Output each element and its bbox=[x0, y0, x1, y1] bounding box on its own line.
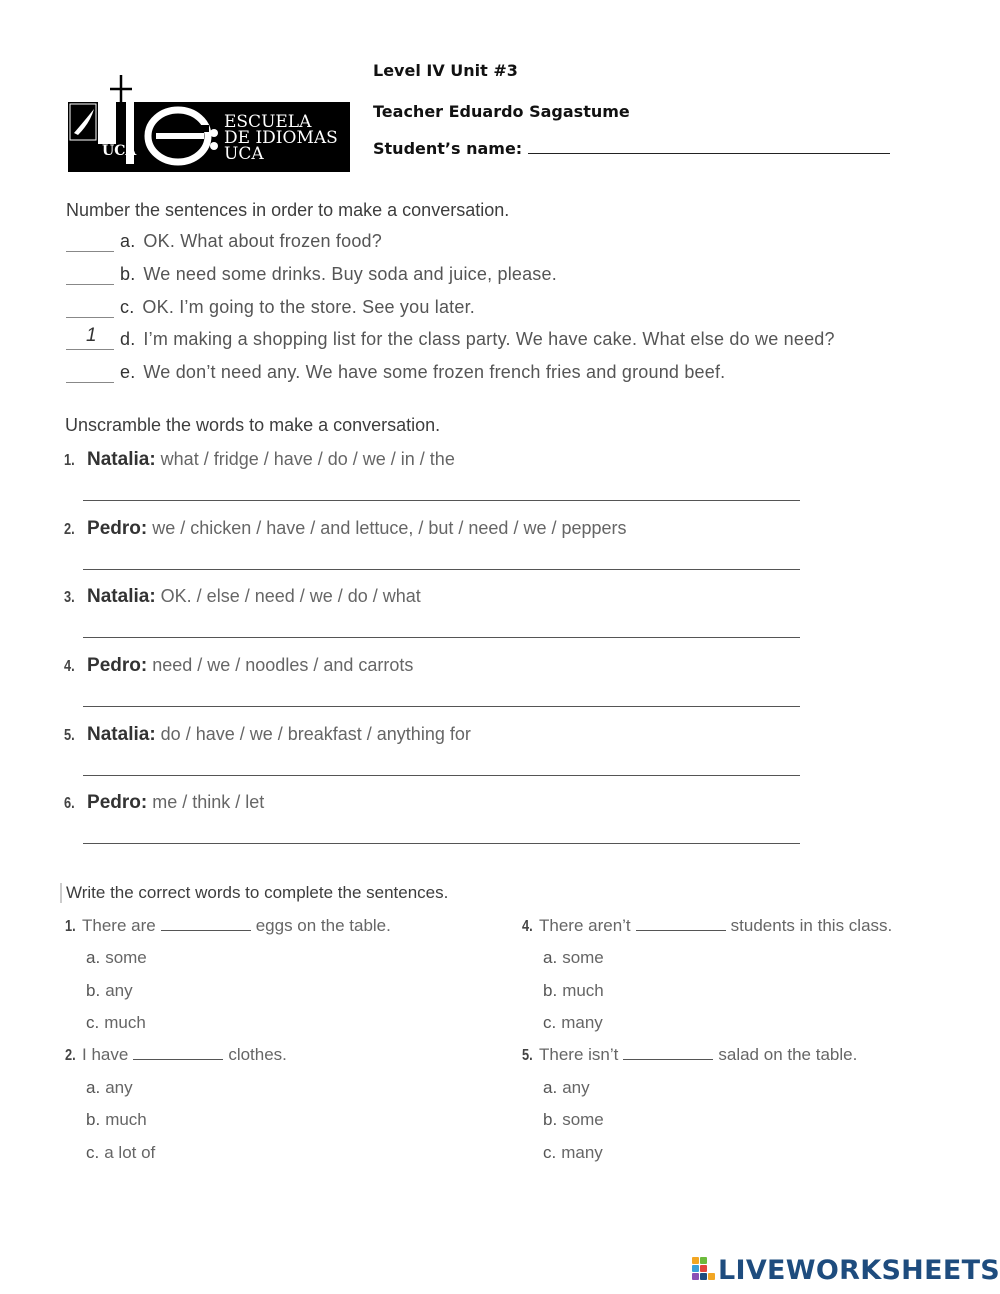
order-letter: c. bbox=[120, 297, 135, 317]
option[interactable] bbox=[86, 1078, 133, 1098]
question-5 bbox=[522, 1045, 857, 1065]
option-text: much bbox=[104, 1013, 146, 1032]
option[interactable] bbox=[86, 948, 147, 968]
option-letter: b. bbox=[86, 1110, 101, 1129]
item-number: 3. bbox=[64, 589, 75, 606]
question-text-after: salad on the table. bbox=[718, 1045, 858, 1064]
question-text-before: There are bbox=[82, 916, 156, 935]
logo-monogram: UCA bbox=[102, 143, 137, 159]
option[interactable] bbox=[543, 1078, 590, 1098]
option-letter: b. bbox=[86, 981, 101, 1000]
unscramble-item bbox=[64, 724, 471, 746]
answer-line[interactable] bbox=[83, 569, 800, 570]
answer-line[interactable] bbox=[83, 706, 800, 707]
question-text-before: I have bbox=[82, 1045, 129, 1064]
question-number: 1. bbox=[65, 918, 76, 935]
option-letter: a. bbox=[86, 948, 101, 967]
speaker-name: Natalia: bbox=[87, 724, 156, 745]
option[interactable] bbox=[86, 1110, 147, 1130]
option-text: some bbox=[562, 1110, 604, 1129]
option-text: much bbox=[105, 1110, 147, 1129]
item-number: 2. bbox=[64, 521, 75, 538]
unscramble-item bbox=[64, 792, 264, 814]
scrambled-words: do / have / we / breakfast / anything for bbox=[160, 724, 471, 744]
question-text-after: eggs on the table. bbox=[255, 916, 391, 935]
item-number: 5. bbox=[64, 727, 75, 744]
student-name-label: Student’s name: bbox=[373, 139, 523, 158]
scrambled-words: OK. / else / need / we / do / what bbox=[160, 586, 421, 606]
order-letter: d. bbox=[120, 329, 136, 349]
answer-line[interactable] bbox=[83, 637, 800, 638]
option-text: any bbox=[562, 1078, 590, 1097]
item-number: 6. bbox=[64, 795, 75, 812]
option-letter: b. bbox=[543, 1110, 558, 1129]
option-letter: b. bbox=[543, 981, 558, 1000]
option-letter: c. bbox=[86, 1013, 100, 1032]
school-logo bbox=[68, 75, 350, 172]
speaker-name: Natalia: bbox=[87, 586, 156, 607]
answer-blank[interactable] bbox=[623, 1045, 713, 1060]
section-margin-mark bbox=[60, 883, 62, 903]
speaker-name: Pedro: bbox=[87, 518, 148, 539]
option-text: much bbox=[562, 981, 604, 1000]
option[interactable] bbox=[543, 948, 604, 968]
question-text-before: There aren’t bbox=[539, 916, 631, 935]
answer-line[interactable] bbox=[83, 843, 800, 844]
speaker-name: Pedro: bbox=[87, 792, 148, 813]
option[interactable] bbox=[543, 1110, 604, 1130]
scrambled-words: what / fridge / have / do / we / in / the bbox=[160, 449, 455, 469]
order-item bbox=[66, 231, 382, 252]
order-sentence: I’m making a shopping list for the class party. We have cake. What else do we need? bbox=[143, 329, 835, 349]
option-letter: c. bbox=[543, 1013, 557, 1032]
option[interactable] bbox=[86, 981, 133, 1001]
option[interactable] bbox=[543, 1013, 603, 1033]
option-letter: a. bbox=[543, 1078, 558, 1097]
option-text: a lot of bbox=[104, 1143, 156, 1162]
order-answer-input[interactable] bbox=[66, 362, 114, 383]
logo-line-2: DE IDIOMAS bbox=[224, 128, 338, 148]
answer-line[interactable] bbox=[83, 775, 800, 776]
option[interactable] bbox=[543, 981, 604, 1001]
scrambled-words: me / think / let bbox=[152, 792, 265, 812]
scrambled-words: we / chicken / have / and lettuce, / but / need / we / peppers bbox=[152, 518, 627, 538]
question-text-after: students in this class. bbox=[730, 916, 893, 935]
answer-blank[interactable] bbox=[636, 916, 726, 931]
order-sentence: We need some drinks. Buy soda and juice, please. bbox=[143, 264, 557, 284]
unscramble-item bbox=[64, 655, 413, 677]
order-letter: a. bbox=[120, 231, 136, 251]
brand-name: LIVEWORKSHEETS bbox=[718, 1255, 1000, 1286]
question-text-after: clothes. bbox=[228, 1045, 287, 1064]
unscramble-item bbox=[64, 449, 455, 471]
option-text: any bbox=[105, 1078, 133, 1097]
option-letter: a. bbox=[86, 1078, 101, 1097]
logo-line-3: UCA bbox=[224, 144, 264, 164]
scrambled-words: need / we / noodles / and carrots bbox=[152, 655, 414, 675]
order-sentence: We don’t need any. We have some frozen french fries and ground beef. bbox=[143, 362, 726, 382]
order-answer-value: 1 bbox=[86, 325, 97, 346]
option-letter: c. bbox=[543, 1143, 557, 1162]
question-1 bbox=[65, 916, 391, 936]
answer-line[interactable] bbox=[83, 500, 800, 501]
item-number: 1. bbox=[64, 452, 75, 469]
student-name-input[interactable] bbox=[528, 138, 890, 154]
order-section-title: Number the sentences in order to make a conversation. bbox=[66, 200, 510, 220]
order-sentence: OK. I’m going to the store. See you later. bbox=[142, 297, 475, 317]
order-answer-input[interactable] bbox=[66, 297, 114, 318]
question-text-before: There isn’t bbox=[539, 1045, 619, 1064]
liveworksheets-logo-icon bbox=[692, 1257, 716, 1281]
order-answer-input[interactable] bbox=[66, 325, 114, 350]
option[interactable] bbox=[86, 1143, 155, 1163]
unscramble-item bbox=[64, 586, 421, 608]
question-2 bbox=[65, 1045, 287, 1065]
answer-blank[interactable] bbox=[161, 916, 251, 931]
question-4 bbox=[522, 916, 892, 936]
unit-level: Level IV Unit #3 bbox=[373, 61, 518, 80]
question-number: 2. bbox=[65, 1047, 76, 1064]
order-letter: b. bbox=[120, 264, 136, 284]
item-number: 4. bbox=[64, 658, 75, 675]
order-item bbox=[66, 362, 725, 383]
question-number: 4. bbox=[522, 918, 533, 935]
logo-line-1: ESCUELA bbox=[224, 112, 312, 132]
order-sentence: OK. What about frozen food? bbox=[143, 231, 382, 251]
liveworksheets-brand bbox=[692, 1255, 1000, 1286]
order-item bbox=[66, 297, 475, 318]
complete-section-title: Write the correct words to complete the sentences. bbox=[66, 883, 449, 902]
option-text: some bbox=[105, 948, 147, 967]
teacher-name: Teacher Eduardo Sagastume bbox=[373, 102, 630, 121]
answer-blank[interactable] bbox=[133, 1045, 223, 1060]
speaker-name: Natalia: bbox=[87, 449, 156, 470]
unscramble-section-title: Unscramble the words to make a conversation. bbox=[65, 415, 441, 435]
order-answer-input[interactable] bbox=[66, 264, 114, 285]
order-item bbox=[66, 264, 557, 285]
student-name-row bbox=[373, 138, 890, 158]
order-item bbox=[66, 325, 835, 350]
option[interactable] bbox=[86, 1013, 146, 1033]
unscramble-item bbox=[64, 518, 627, 540]
option-text: many bbox=[561, 1143, 603, 1162]
speaker-name: Pedro: bbox=[87, 655, 148, 676]
option-text: any bbox=[105, 981, 133, 1000]
option-letter: c. bbox=[86, 1143, 100, 1162]
option-text: some bbox=[562, 948, 604, 967]
order-letter: e. bbox=[120, 362, 136, 382]
question-number: 5. bbox=[522, 1047, 533, 1064]
option-letter: a. bbox=[543, 948, 558, 967]
option-text: many bbox=[561, 1013, 603, 1032]
order-answer-input[interactable] bbox=[66, 231, 114, 252]
option[interactable] bbox=[543, 1143, 603, 1163]
